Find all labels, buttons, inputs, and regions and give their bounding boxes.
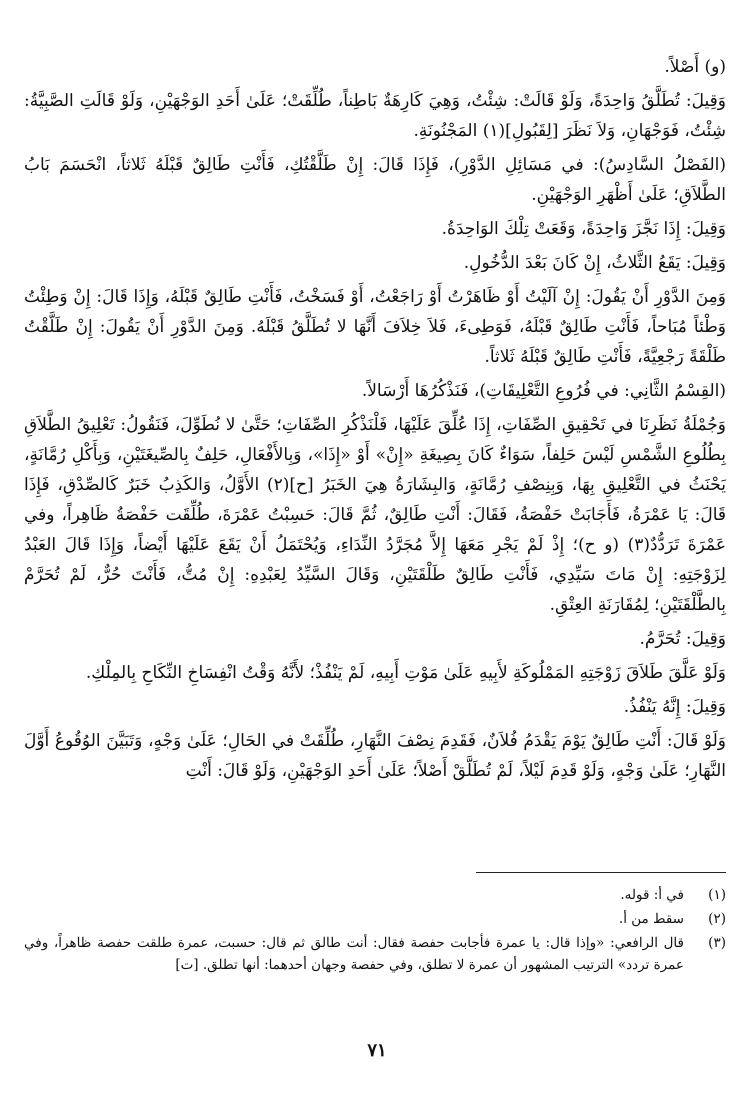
footnotes [24,884,726,978]
footnote [24,908,726,930]
footnote [24,884,726,906]
paragraph: وَقِيلَ: تُحَرَّمُ. [639,629,726,649]
paragraph: وَقِيلَ: يَقَعُ الثَّلاثُ، إِنْ كَانَ بَعْدَ الدُّخُولِ. [463,253,726,273]
paragraph: وَقِيلَ: تُطَلَّقُ وَاحِدَةً، وَلَوْ قَالَتْ: شِئْتُ، وَهِيَ كَارِهَةٌ بَاطِناً، طُلِّقَتْ؛ عَلَىٰ أَحَدِ الوَجْهَيْنِ، وَلَوْ قَالَتِ الصَّبِيَّةُ: شِئْتُ، فَوَجْهَانِ، وَلاَ نَظَرَ [لِقَبُولِ](١) المَجْنُونَةِ. [24,91,726,141]
footnote-text: سقط من أ. [618,911,684,927]
footnote-number: (٢) [708,911,726,927]
paragraph: (و) أَصْلاً. [664,57,726,77]
paragraph: (القِسْمُ الثَّانِي: في فُرُوعِ التَّعْلِيقَاتِ)، فَنَذْكُرُهَا أَرْسَالاً. [361,381,726,401]
paragraph: وَجُمْلَةُ نَظَرِنَا في تَحْقِيقِ الصِّفَاتِ، إِذَا عُلِّقَ عَلَيْهَا، فَلْنَذْكُرِ الصِّفَاتِ؛ حَتَّىٰ لا نُطَوِّلَ، فَنَقُولُ: تَعْلِيقُ الطَّلاَقِ بِطُلُوعِ الشَّمْسِ لَيْسَ حَلِفاً، سَوَاءٌ كَانَ بِصِيغَةِ «إِنْ» أَوْ «إِذَا»، وَبِالأَفْعَالِ، حَلِفٌ بِالصِّيغَتَيْنِ، وَبِأَكْلِ رُمَّانَةٍ، يَحْنَثُ في التَّعْلِيقِ بِهَا، وَبِنِصْفِ رُمَّانَةٍ، وَالبِشَارَةُ هِيَ الخَبَرُ [ح](٢) الأَوَّلُ، وَالكَذِبُ خَبَرٌ كَالصِّدْقِ، فَإِذَا قَالَ: يَا عَمْرَةُ، فَأَجَابَتْ حَفْصَةُ، فَقَالَ: أَنْتِ طَالِقٌ، ثُمَّ قَالَ: حَسِبْتُ عَمْرَةَ، طُلِّقَت حَفْصَةُ ظَاهِراً، وفي عَمْرَةَ تَرَدُّدٌ(٣) (و ح)؛ إِذْ لَمْ يَجْرِ مَعَهَا إِلاَّ مُجَرَّدُ النِّدَاءِ، وَيُحْتَمَلُ أَنْ يَقَعَ عَلَيْهَا أَيْضاً، وَإِذَا قَالَ العَبْدُ لِزَوْجَتِهِ: إِنْ مَاتَ سَيِّدِي، فَأَنْتِ طَالِقٌ طَلْقَتَيْنِ، وَقَالَ السَّيِّدُ لِعَبْدِهِ: إِنْ مُتُّ، فَأَنْتَ حُرٌّ، لَمْ تُحَرَّمْ بِالطَّلْقَتَيْنِ؛ لِمُقَارَنَةِ العِتْقِ. [24,415,727,615]
paragraph: وَقِيلَ: إِنَّهُ يَنْفُذُ. [623,697,726,717]
paragraph: وَمِنَ الدَّوْرِ أَنْ يَقُولَ: إِنْ آلَيْتُ أَوْ ظَاهَرْتُ أَوْ رَاجَعْتُ، أَوْ فَسَخْتُ، فَأَنْتِ طَالِقٌ قَبْلَهُ، وَإِذَا قَالَ: إِنْ وَطِئْتُ وَطْئاً مُبَاحاً، فَأَنْتِ طَالِقٌ قَبْلَهُ، فَوَطِىءَ، فَلاَ خِلاَفَ أَنَّهَا لا تُطَلَّقُ قَبْلَهُ. وَمِنَ الدَّوْرِ أَنْ يَقُولَ: إِنْ طَلَّقْتُ طَلْقَةً رَجْعِيَّةً، فَأَنْتِ طَالِقٌ قَبْلَهُ ثَلاثاً. [24,287,726,367]
page-number: ٧١ [367,1040,387,1061]
footnote [24,932,726,976]
footnote-text: قال الرافعي: «وإذا قال: يا عمرة فأجابت حفصة فقال: أنت طالق ثم قال: حسبت، عمرة طلقت حفصة ظاهراً، وفي عمرة تردد» الترتيب المشهور أن عمرة لا تطلق، وفي حفصة وجهان أحدهما: أنها تطلق. [ت] [24,935,684,973]
paragraph: وَلَوْ قَالَ: أَنْتِ طَالِقٌ يَوْمَ يَقْدَمُ فُلاَنٌ، فَقَدِمَ نِصْفَ النَّهَارِ، طُلِّقَتْ في الحَالِ؛ عَلَىٰ وَجْهٍ، وَتَبَيَّنَ الوُقُوعُ أَوَّلَ النَّهَارِ؛ عَلَىٰ وَجْهٍ، وَلَوْ قَدِمَ لَيْلاً، لَمْ تُطَلَّقْ أَصْلاً؛ عَلَىٰ أَحَدِ الوَجْهَيْنِ، وَلَوْ قَالَ: أَنْتِ [24,731,726,781]
footnote-text: في أ: قوله. [620,887,684,903]
paragraph: وَقِيلَ: إِذَا نَجَّزَ وَاحِدَةً، وَقَعَتْ تِلْكَ الوَاحِدَةُ. [441,219,726,239]
footnote-number: (١) [708,887,726,903]
footnote-number: (٣) [708,935,726,951]
footnote-divider [476,872,726,873]
paragraph: وَلَوْ عَلَّقَ طَلاَقَ زَوْجَتِهِ المَمْلُوكَةِ لأَبِيهِ عَلَىٰ مَوْتِ أَبِيهِ، لَمْ يَنْفُذْ؛ لأَنَّهُ وَقْتُ انْفِسَاخِ النِّكَاحِ بِالمِلْكِ. [85,663,726,683]
main-text [24,52,726,790]
paragraph: (الفَصْلُ السَّادِسُ): في مَسَائِلِ الدَّوْرِ)، فَإِذَا قَالَ: إِنْ طَلَّقْتُكِ، فَأَنْتِ طَالِقٌ قَبْلَهُ ثَلاثاً، انْحَسَمَ بَابُ الطَّلاَقِ؛ عَلَىٰ أَظْهَرِ الوَجْهَيْنِ. [24,155,726,205]
